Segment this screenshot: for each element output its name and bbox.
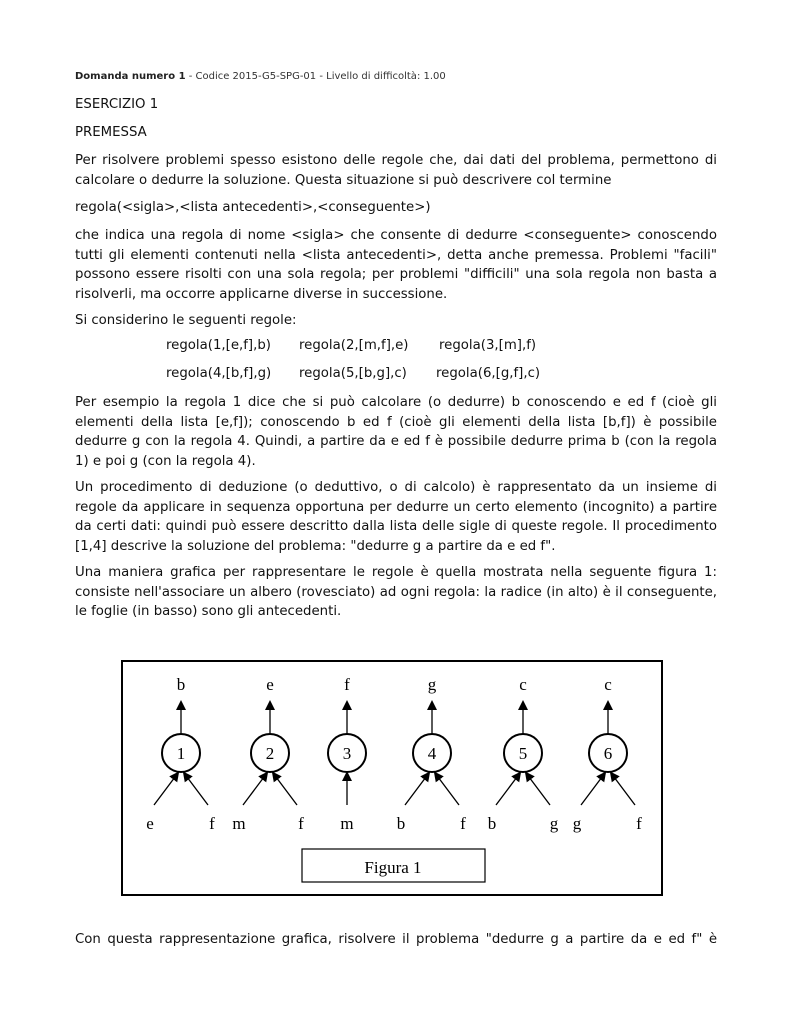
rule-2: regola(2,[m,f],e) [299,338,409,353]
antecedent-arrow [435,773,459,805]
tree-antecedent-label: f [298,814,304,833]
antecedent-arrow [243,773,267,805]
tree-antecedent-label: m [232,814,246,833]
paragraph-rules-intro: Si considerino le seguenti regole: [75,313,297,328]
antecedent-arrow [154,773,178,805]
rule-1: regola(1,[e,f],b) [166,338,271,353]
tree-consequent-label: g [427,675,437,694]
question-header [75,71,446,82]
rule-6: regola(6,[g,f],c) [436,366,541,381]
tree-antecedent-label: m [340,814,354,833]
paragraph-procedure: Un procedimento di deduzione (o deduttivo, o di calcolo) è rappresentato da un insieme di regole da applicare in sequenza opportuna per dedurre un certo elemento (incognito) a partire da certi dati: quindi può essere descritto dalla lista delle sigle di queste regole. Il procedimento [1,4] descrive la soluzione del problema: "dedurre g a partire da e ed f". [75,480,717,554]
paragraph-rule-explanation: che indica una regola di nome <sigla> che consente di dedurre <conseguente> conoscendo tutti gli elementi contenuti nella <lista antecedenti>, detta anche premessa. Problemi "facili" possono essere risolti con una sola regola; per problemi "difficili" una sola regola non basta a risolverli, ma occorre applicarne diverse in successione. [75,228,717,302]
section-premessa: PREMESSA [75,125,147,140]
antecedent-arrow [273,773,297,805]
tree-rule-1 [146,675,215,833]
figure-caption: Figura 1 [364,858,422,877]
question-number: Domanda numero 1 [75,71,186,82]
paragraph-example: Per esempio la regola 1 dice che si può calcolare (o dedurre) b conoscendo e ed f (cioè gli elementi della lista [e,f]); conoscendo b ed f (cioè gli elementi della lista [b,f]) è possibile dedurre g con la regola 4. Quindi, a partire da e ed f è possibile dedurre prima b (con la regola 1) e poi g (con la regola 4). [75,395,717,469]
exercise-title: ESERCIZIO 1 [75,97,159,112]
tree-rule-5 [488,675,559,833]
paragraph-intro: Per risolvere problemi spesso esistono delle regole che, dai dati del problema, permettono di calcolare o dedurre la soluzione. Questa situazione si può descrivere col termine [75,153,717,188]
tree-antecedent-label: g [549,814,559,833]
antecedent-arrow [581,773,605,805]
tree-rule-3 [328,675,366,833]
rule-node-number: 1 [176,744,186,763]
tree-consequent-label: e [266,675,274,694]
rule-node-number: 4 [427,744,437,763]
tree-rule-6 [573,675,642,833]
rule-node-number: 6 [603,744,613,763]
tree-consequent-label: b [176,675,186,694]
tree-antecedent-label: f [209,814,215,833]
antecedent-arrow [496,773,520,805]
antecedent-arrow [405,773,429,805]
tree-antecedent-label: b [487,814,497,833]
rule-3: regola(3,[m],f) [439,338,537,353]
tree-antecedent-label: b [396,814,406,833]
figure-1-diagram [121,660,663,896]
figure-1 [121,660,663,896]
tree-rule-4 [397,675,466,833]
rule-node-number: 5 [518,744,528,763]
tree-consequent-label: c [604,675,612,694]
rule-node-number: 2 [265,744,275,763]
rule-5: regola(5,[b,g],c) [299,366,407,381]
tree-consequent-label: c [519,675,527,694]
antecedent-arrow [526,773,550,805]
paragraph-closing: Con questa rappresentazione grafica, risolvere il problema "dedurre g a partire da e ed f" è [75,932,717,947]
tree-antecedent-label: f [636,814,642,833]
rule-node-number: 3 [342,744,352,763]
tree-rule-2 [232,675,304,833]
rule-4: regola(4,[b,f],g) [166,366,272,381]
question-code: - Codice 2015-G5-SPG-01 - Livello di difficoltà: 1.00 [185,71,446,82]
antecedent-arrow [184,773,208,805]
rule-syntax: regola(<sigla>,<lista antecedenti>,<conseguente>) [75,200,431,215]
tree-antecedent-label: f [460,814,466,833]
antecedent-arrow [611,773,635,805]
tree-antecedent-label: g [572,814,582,833]
tree-antecedent-label: e [146,814,154,833]
tree-consequent-label: f [344,675,350,694]
paragraph-graphic: Una maniera grafica per rappresentare le regole è quella mostrata nella seguente figura 1: consiste nell'associare un albero (rovesciato) ad ogni regola: la radice (in alto) è il conseguente, le foglie (in basso) sono gli antecedenti. [75,565,717,619]
